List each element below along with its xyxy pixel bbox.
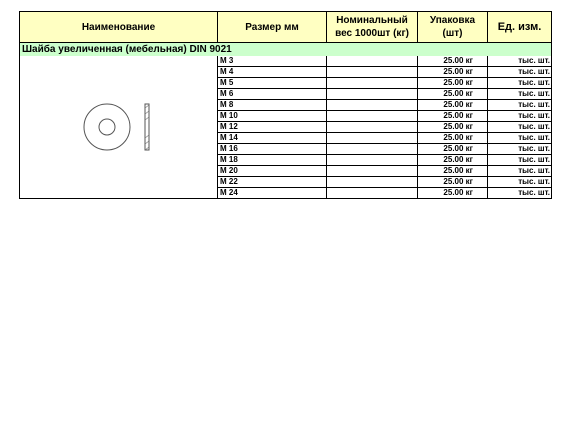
header-unit: Ед. изм. bbox=[488, 12, 552, 43]
header-size: Размер мм bbox=[218, 12, 327, 43]
cell-unit: тыс. шт. bbox=[488, 89, 552, 100]
cell-pack: 25.00 кг bbox=[418, 166, 488, 177]
cell-pack: 25.00 кг bbox=[418, 122, 488, 133]
cell-unit: тыс. шт. bbox=[488, 144, 552, 155]
cell-size: M 8 bbox=[218, 100, 327, 111]
cell-size: M 16 bbox=[218, 144, 327, 155]
cell-unit: тыс. шт. bbox=[488, 56, 552, 67]
cell-size: M 5 bbox=[218, 78, 327, 89]
cell-weight bbox=[327, 67, 418, 78]
price-table bbox=[19, 11, 552, 199]
cell-weight bbox=[327, 177, 418, 188]
cell-weight bbox=[327, 166, 418, 177]
cell-weight bbox=[327, 155, 418, 166]
header-pack: Упаковка (шт) bbox=[418, 12, 488, 43]
cell-pack: 25.00 кг bbox=[418, 78, 488, 89]
cell-size: M 22 bbox=[218, 177, 327, 188]
section-row bbox=[20, 43, 552, 57]
cell-weight bbox=[327, 144, 418, 155]
table-row bbox=[20, 56, 552, 67]
header-row bbox=[20, 12, 552, 43]
cell-weight bbox=[327, 133, 418, 144]
price-table-sheet bbox=[19, 11, 551, 199]
cell-pack: 25.00 кг bbox=[418, 111, 488, 122]
cell-size: M 6 bbox=[218, 89, 327, 100]
cell-weight bbox=[327, 100, 418, 111]
cell-unit: тыс. шт. bbox=[488, 177, 552, 188]
cell-unit: тыс. шт. bbox=[488, 111, 552, 122]
cell-unit: тыс. шт. bbox=[488, 100, 552, 111]
section-title: Шайба увеличенная (мебельная) DIN 9021 bbox=[20, 43, 488, 57]
cell-pack: 25.00 кг bbox=[418, 177, 488, 188]
cell-weight bbox=[327, 188, 418, 199]
cell-weight bbox=[327, 111, 418, 122]
cell-unit: тыс. шт. bbox=[488, 122, 552, 133]
cell-unit: тыс. шт. bbox=[488, 188, 552, 199]
cell-size: M 14 bbox=[218, 133, 327, 144]
cell-size: M 24 bbox=[218, 188, 327, 199]
cell-pack: 25.00 кг bbox=[418, 144, 488, 155]
cell-weight bbox=[327, 89, 418, 100]
cell-pack: 25.00 кг bbox=[418, 100, 488, 111]
header-name: Наименование bbox=[20, 12, 218, 43]
cell-weight bbox=[327, 78, 418, 89]
washer-drawing-icon bbox=[59, 72, 179, 182]
header-weight: Номинальный вес 1000шт (кг) bbox=[327, 12, 418, 43]
cell-pack: 25.00 кг bbox=[418, 188, 488, 199]
cell-size: M 10 bbox=[218, 111, 327, 122]
cell-size: M 4 bbox=[218, 67, 327, 78]
washer-image-cell bbox=[20, 56, 218, 199]
section-fill bbox=[488, 43, 552, 57]
cell-unit: тыс. шт. bbox=[488, 67, 552, 78]
cell-size: M 3 bbox=[218, 56, 327, 67]
cell-unit: тыс. шт. bbox=[488, 78, 552, 89]
cell-weight bbox=[327, 122, 418, 133]
cell-size: M 20 bbox=[218, 166, 327, 177]
cell-pack: 25.00 кг bbox=[418, 133, 488, 144]
cell-pack: 25.00 кг bbox=[418, 67, 488, 78]
cell-unit: тыс. шт. bbox=[488, 133, 552, 144]
cell-size: M 18 bbox=[218, 155, 327, 166]
cell-size: M 12 bbox=[218, 122, 327, 133]
cell-unit: тыс. шт. bbox=[488, 155, 552, 166]
cell-weight bbox=[327, 56, 418, 67]
cell-pack: 25.00 кг bbox=[418, 155, 488, 166]
cell-unit: тыс. шт. bbox=[488, 166, 552, 177]
cell-pack: 25.00 кг bbox=[418, 56, 488, 67]
cell-pack: 25.00 кг bbox=[418, 89, 488, 100]
